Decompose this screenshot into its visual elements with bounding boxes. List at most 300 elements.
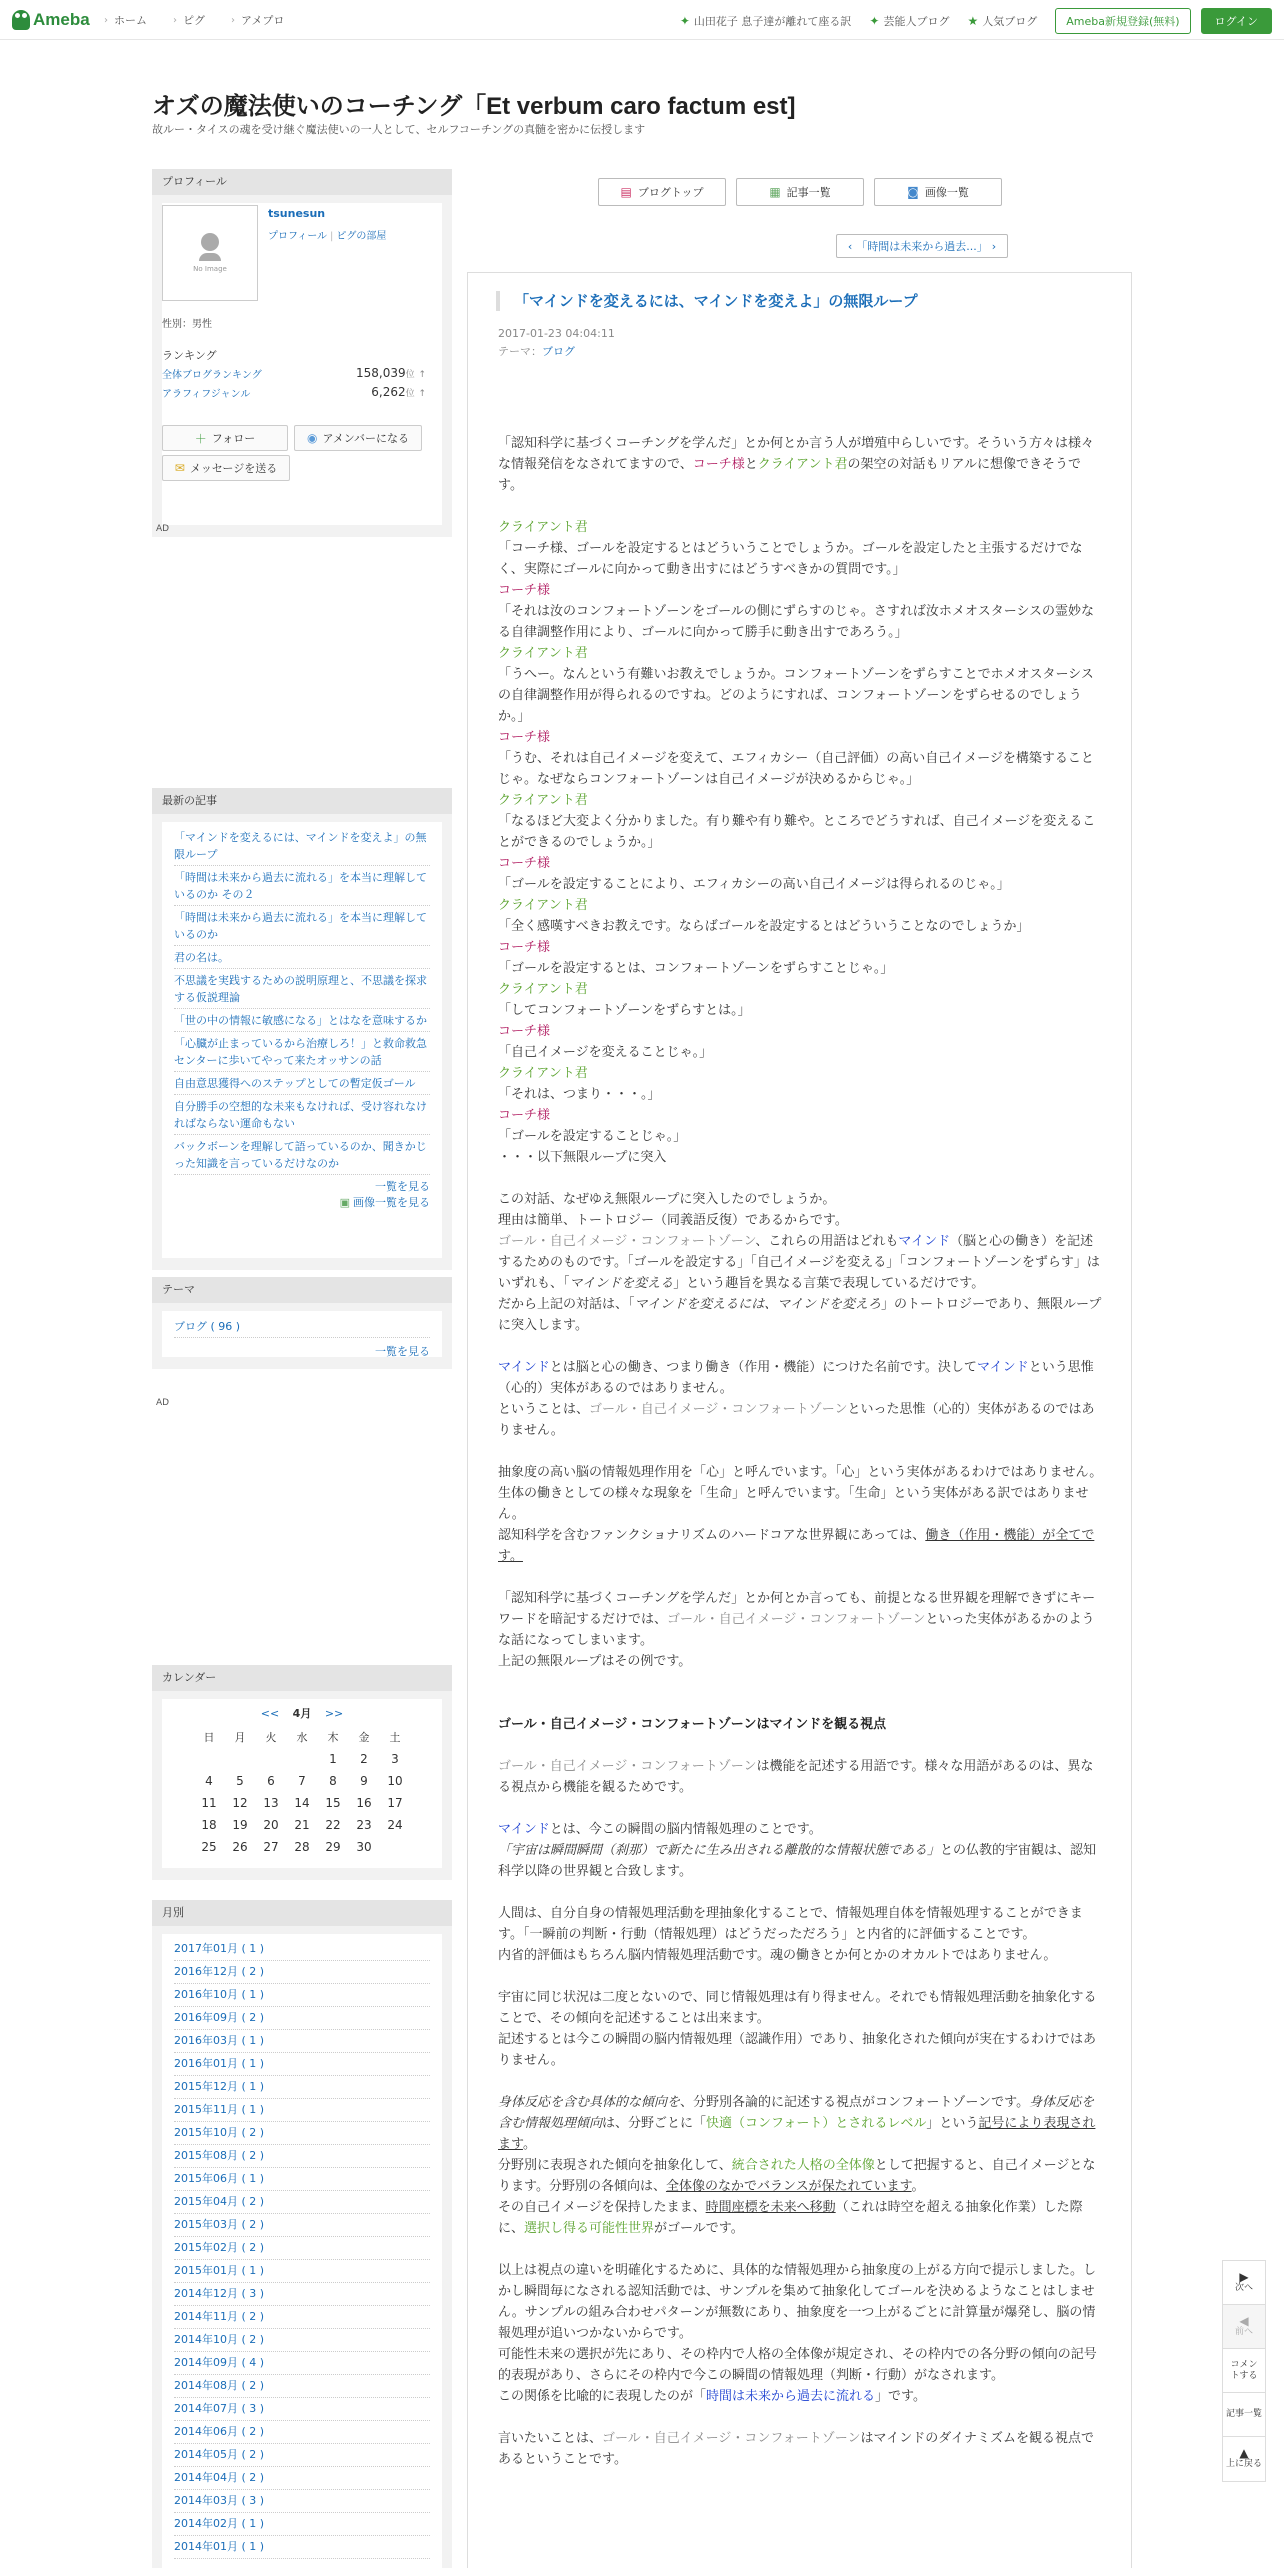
- text: 、分野別各論的に記述する視点がコンフォートゾーンです。: [680, 2095, 1030, 2110]
- calendar-day: 25: [201, 1840, 217, 1854]
- up-arrow-icon: ↑: [418, 370, 426, 380]
- recent-article-link[interactable]: 自由意思獲得へのステップとしての暫定仮ゴール: [174, 1072, 430, 1095]
- calendar-day: 9: [360, 1774, 368, 1788]
- prev-button[interactable]: [1223, 2305, 1265, 2349]
- rank-all-link[interactable]: 全体ブログランキング: [162, 370, 262, 381]
- calendar-day: 11: [201, 1796, 217, 1810]
- speaker-client: クライアント君: [498, 520, 588, 535]
- dialogue-line: ・・・以下無限ループに突入: [498, 1150, 667, 1165]
- text-italic: 身体反応を含む情報処理傾向: [498, 2095, 1095, 2131]
- recent-article-link[interactable]: 「時間は未来から過去に流れる」を本当に理解しているのか その２: [174, 866, 430, 906]
- monthly-link[interactable]: 2014年06月 ( 2 ): [174, 2421, 430, 2444]
- theme-link[interactable]: ブログ: [542, 345, 575, 358]
- envelope-icon: ✉: [174, 461, 185, 475]
- calendar-day: 26: [232, 1840, 248, 1854]
- calendar-day: 29: [325, 1840, 341, 1854]
- weekday: 月: [234, 1731, 246, 1744]
- monthly-link[interactable]: 2016年10月 ( 1 ): [174, 1984, 430, 2007]
- list-icon: ▦: [769, 185, 781, 199]
- article-theme: [498, 343, 575, 359]
- calendar-day: 15: [325, 1796, 341, 1810]
- text-italic: 身体反応を含む具体的な傾向を: [498, 2095, 681, 2110]
- monthly-link[interactable]: 2015年08月 ( 2 ): [174, 2145, 430, 2168]
- monthly-link[interactable]: 2014年10月 ( 2 ): [174, 2329, 430, 2352]
- speaker-client: クライアント君: [498, 898, 588, 913]
- paragraph: [498, 2386, 1103, 2407]
- dialogue-line: 「ゴールを設定することじゃ。」: [498, 1129, 687, 1144]
- nav-pigg-label: ピグ: [183, 14, 205, 27]
- monthly-link[interactable]: 2015年11月 ( 1 ): [174, 2099, 430, 2122]
- calendar-day: 22: [325, 1818, 341, 1832]
- text: という思惟（心的）実体があるのではありません。: [498, 1360, 1094, 1396]
- text: その自己イメージを保持したまま、: [498, 2200, 706, 2215]
- article-title[interactable]: 「マインドを変えるには、マインドを変えよ」の無限ループ: [496, 291, 918, 311]
- global-header: [0, 0, 1284, 40]
- term-green: 選択し得る可能性世界: [524, 2221, 655, 2236]
- term-gray: ゴール・自己イメージ・コンフォートゾーン: [667, 1612, 926, 1627]
- paragraph: 抽象度の高い脳の情報処理作用を「心」と呼んでいます。「心」という実体があるわけではありません。: [498, 1465, 1103, 1480]
- chevron-right-icon: ›: [173, 14, 177, 26]
- calendar-day: 1: [329, 1752, 337, 1766]
- calendar-day: [256, 1748, 287, 1770]
- paragraph: [498, 1231, 1103, 1294]
- term-mind: マインド: [898, 1234, 951, 1249]
- article: [467, 272, 1132, 2568]
- dialogue-line: 「うむ、それは自己イメージを変えて、エフィカシー（自己評価）の高い自己イメージを構築することじゃ。なぜならコンフォートゾーンは自己イメージが決めるからじゃ。」: [498, 751, 1094, 787]
- floating-nav: [1222, 2260, 1266, 2482]
- monthly-link[interactable]: 2014年09月 ( 4 ): [174, 2352, 430, 2375]
- chevron-right-icon: ›: [991, 239, 997, 253]
- text: ということは、: [498, 1402, 590, 1417]
- text: はマインドのダイナミズムを観る視点であるということです。: [498, 2431, 1094, 2467]
- image-list-label: 画像一覧: [924, 186, 969, 199]
- theme-heading: テーマ: [152, 1277, 452, 1303]
- monthly-link[interactable]: 2015年04月 ( 2 ): [174, 2191, 430, 2214]
- images-more-link[interactable]: [174, 1195, 430, 1211]
- celebrity-blog-link[interactable]: [869, 13, 949, 29]
- calendar-day: 12: [232, 1796, 248, 1810]
- term-gray: ゴール・自己イメージ・コンフォートゾーン: [498, 1759, 757, 1774]
- term-green: 快適（コンフォート）とされるレベル: [706, 2116, 927, 2131]
- article-list-float-label: 記事一覧: [1225, 2409, 1262, 2419]
- top-label: 上に戻る: [1225, 2459, 1262, 2469]
- recent-heading: 最新の記事: [152, 788, 452, 814]
- monthly-heading: 月別: [152, 1900, 452, 1926]
- recent-article-link[interactable]: 不思議を実践するための説明原理と、不思議を探求する仮説理論: [174, 969, 430, 1009]
- calendar-day: [380, 1836, 411, 1858]
- calendar-day: 17: [387, 1796, 403, 1810]
- text: だから上記の対話は、「: [498, 1297, 635, 1312]
- monthly-link[interactable]: 2014年12月 ( 3 ): [174, 2283, 430, 2306]
- monthly-link[interactable]: 2014年02月 ( 1 ): [174, 2513, 430, 2536]
- header-right: [680, 8, 1272, 34]
- term-mind: マインド: [976, 1360, 1029, 1375]
- calendar-day: 24: [387, 1818, 403, 1832]
- logo-text: Ameba: [33, 10, 90, 29]
- monthly-link[interactable]: 2016年09月 ( 2 ): [174, 2007, 430, 2030]
- text: とは脳と心の働き、つまり働き（作用・機能）につけた名前です。決して: [549, 1360, 977, 1375]
- speaker-coach: コーチ様: [498, 856, 551, 871]
- calendar-day: [287, 1748, 318, 1770]
- text-italic: 「宇宙は瞬間瞬間（刹那）で新たに生み出される離散的な情報状態である」: [498, 1843, 941, 1858]
- paragraph: [498, 1840, 1103, 1882]
- term-gray: ゴール・自己イメージ・コンフォートゾーン: [602, 2431, 861, 2446]
- images-more-label: 画像一覧を見る: [353, 1196, 430, 1209]
- recent-article-link[interactable]: 「マインドを変えるには、マインドを変えよ」の無限ループ: [174, 826, 430, 866]
- calendar-day: 13: [263, 1796, 279, 1810]
- text: の架空の対話もリアルに想像できそうです。: [498, 457, 1081, 493]
- dialogue-line: 「なるほど大変よく分かりました。有り難や有り難や。ところでどうすれば、自己イメージを変えることができるのでしょうか。」: [498, 814, 1096, 850]
- next-label: 次へ: [1234, 2282, 1253, 2293]
- recent-article-link[interactable]: 「時間は未来から過去に流れる」を本当に理解しているのか: [174, 906, 430, 946]
- text: 分野別に表現された傾向を抽象化して、: [498, 2158, 732, 2173]
- speaker-client: クライアント君: [498, 982, 588, 997]
- recent-article-link[interactable]: 「心臓が止まっているから治療しろ！」と救命救急センターに歩いてやって来たオッサンの話: [174, 1032, 430, 1072]
- text-underline: 働き（作用・機能）が全てです。: [498, 1528, 1095, 1564]
- plus-icon: ＋: [194, 431, 207, 446]
- recent-article-link[interactable]: バックボーンを理解して語っているのか、聞きかじった知識を言っているだけなのか: [174, 1135, 430, 1175]
- calendar-prev[interactable]: <<: [260, 1707, 280, 1720]
- avatar-head-icon: [201, 233, 219, 251]
- calendar-day: 7: [298, 1774, 306, 1788]
- text-italic: マインドを変えるには、マインドを変えろ: [634, 1297, 881, 1312]
- calendar-day: [194, 1748, 225, 1770]
- text: （これは時空を超える抽象化作業）した際に、: [498, 2200, 1083, 2236]
- message-button[interactable]: [162, 455, 290, 481]
- paragraph: [498, 1294, 1103, 1336]
- recent-more-link[interactable]: 一覧を見る: [375, 1180, 430, 1193]
- login-button[interactable]: ログイン: [1201, 8, 1272, 34]
- amember-label: アメンバーになる: [322, 432, 410, 445]
- monthly-link[interactable]: 2016年03月 ( 1 ): [174, 2030, 430, 2053]
- text: 」のトートロジーであり、無限ループに突入します。: [498, 1297, 1102, 1333]
- ad-label: AD: [156, 1398, 170, 1408]
- nav-home[interactable]: [104, 12, 147, 28]
- monthly-link[interactable]: 2015年02月 ( 2 ): [174, 2237, 430, 2260]
- paragraph: [498, 2092, 1103, 2155]
- blog-title[interactable]: オズの魔法使いのコーチング「Et verbum caro factum est]: [152, 93, 796, 120]
- paragraph: [498, 2155, 1103, 2197]
- monthly-link[interactable]: 2015年01月 ( 1 ): [174, 2260, 430, 2283]
- speaker-coach: コーチ様: [498, 940, 551, 955]
- image-icon: ▣: [339, 1196, 350, 1209]
- paragraph: 理由は簡単、トートロジー（同義語反復）であるからです。: [498, 1213, 848, 1228]
- paragraph: [498, 433, 1103, 496]
- recent-article-link[interactable]: 自分勝手の空想的な未来もなければ、受け容れなければならない運命もない: [174, 1095, 430, 1135]
- term-mind: マインド: [498, 1360, 550, 1375]
- recent-article-link[interactable]: 「世の中の情報に敏感になる」とはなを意味するか: [174, 1009, 430, 1032]
- chevron-left-icon: ‹: [847, 239, 853, 253]
- blog-description: 故ルー・タイスの魂を受け継ぐ魔法使いの一人として、セルフコーチングの真髄を密かに伝授します: [152, 123, 646, 136]
- text: 。: [522, 2137, 536, 2152]
- monthly-link[interactable]: 2015年12月 ( 1 ): [174, 2076, 430, 2099]
- back-to-top-button[interactable]: [1223, 2437, 1265, 2481]
- next-button[interactable]: [1223, 2261, 1265, 2305]
- image-list-button[interactable]: [874, 178, 1002, 206]
- monthly-link[interactable]: 2016年01月 ( 1 ): [174, 2053, 430, 2076]
- speaker-coach: コーチ様: [498, 583, 551, 598]
- celebrity-blog-label: 芸能人ブログ: [883, 15, 950, 28]
- weekday: 金: [358, 1731, 370, 1744]
- text: との仏教的宇宙観は、認知科学以降の世界観と合致します。: [498, 1843, 1097, 1879]
- text: 」という趣旨を異なる言葉で表現しているだけです。: [673, 1276, 985, 1291]
- paragraph: [498, 1756, 1103, 1798]
- up-arrow-icon: ↑: [418, 389, 426, 399]
- term-green: 統合された人格の全体像: [731, 2158, 875, 2173]
- rank-unit: 位: [405, 389, 415, 399]
- leaf-icon: ✦: [869, 14, 880, 28]
- calendar-day: 8: [329, 1774, 337, 1788]
- monthly-link[interactable]: 2014年03月 ( 3 ): [174, 2490, 430, 2513]
- monthly-link[interactable]: 2016年12月 ( 2 ): [174, 1961, 430, 1984]
- rank-unit: 位: [405, 370, 415, 380]
- avatar-body-icon: [199, 253, 221, 261]
- paragraph: [498, 2197, 1103, 2239]
- text: として把握すると、自己イメージとなります。分野別の各傾向は、: [498, 2158, 1096, 2194]
- follow-button[interactable]: [162, 425, 288, 451]
- nav-pigg[interactable]: [173, 12, 205, 28]
- text-underline: 全体像のなかでバランスが保たれています: [665, 2179, 912, 2194]
- star-icon: ★: [967, 14, 979, 28]
- leaf-icon: ✦: [679, 14, 690, 28]
- term-mind: マインド: [498, 1822, 550, 1837]
- weekday: 木: [327, 1731, 339, 1744]
- ranking-heading: ランキング: [162, 349, 217, 362]
- text: （脳と心の働き）を記述するためのものです。「ゴールを設定する」「自己イメージを変える」「コンフォートゾーンをずらす」はいずれも、「: [498, 1234, 1100, 1291]
- register-button[interactable]: Ameba新規登録(無料): [1055, 8, 1190, 34]
- rank-all-row: [162, 366, 426, 381]
- play-icon: ▶: [1239, 2269, 1249, 2284]
- calendar-day: 3: [391, 1752, 399, 1766]
- rank-genre-row: [162, 385, 426, 400]
- article-date: 2017-01-23 04:04:11: [498, 327, 615, 340]
- blog-top-button[interactable]: [598, 178, 726, 206]
- calendar-day: 14: [294, 1796, 310, 1810]
- dialogue-line: 「自己イメージを変えることじゃ。」: [498, 1045, 713, 1060]
- speaker-client: クライアント君: [498, 646, 588, 661]
- paragraph: [498, 1357, 1103, 1399]
- profile-widget: [152, 169, 452, 537]
- calendar-widget: [152, 1665, 452, 1880]
- monthly-link[interactable]: 2014年11月 ( 2 ): [174, 2306, 430, 2329]
- monthly-link[interactable]: 2014年04月 ( 2 ): [174, 2467, 430, 2490]
- calendar-day: 4: [205, 1774, 213, 1788]
- ad-label: AD: [156, 524, 170, 534]
- calendar-month: 4月: [292, 1707, 312, 1720]
- prev-article-label: 「時間は未来から過去...」: [856, 240, 988, 253]
- profile-name[interactable]: tsunesun: [268, 207, 326, 220]
- text: と: [744, 457, 758, 472]
- text: といった実体があるかのような話になってしまいます。: [498, 1612, 1095, 1648]
- calendar-day: 30: [356, 1840, 372, 1854]
- monthly-archive-widget: [152, 1900, 452, 2568]
- calendar-day: 27: [263, 1840, 279, 1854]
- calendar-table: [194, 1726, 411, 1858]
- profile-sex: 性別：男性: [162, 319, 212, 330]
- text: は機能を記述する用語です。様々な用語があるのは、異なる視点から機能を観るためです。: [498, 1759, 1094, 1795]
- dialogue-line: 「してコンフォートゾーンをずらすとは。」: [498, 1003, 751, 1018]
- calendar-day: 2: [360, 1752, 368, 1766]
- text: 言いたいことは、: [498, 2431, 603, 2446]
- profile-link[interactable]: プロフィール: [268, 231, 327, 242]
- profile-image[interactable]: [162, 205, 258, 301]
- theme-widget: [152, 1277, 452, 1369]
- speaker-client: クライアント君: [498, 793, 588, 808]
- chevron-right-icon: ›: [104, 14, 108, 26]
- topic-link-label: 山田花子 息子達が離れて座る訳: [693, 15, 852, 28]
- rank-genre-value: 6,262: [371, 385, 406, 399]
- global-nav: [104, 12, 310, 28]
- text: とは、今この瞬間の脳内情報処理のことです。: [549, 1822, 822, 1837]
- monthly-link[interactable]: 2015年06月 ( 1 ): [174, 2168, 430, 2191]
- paragraph: 以上は視点の違いを明確化するために、具体的な情報処理から抽象度の上がる方向で提示しました。しかし瞬間毎になされる認知活動では、サンプルを集めて抽象化してゴールを決めるようなことはしません。サンプルの組み合わせパターンが無数にあり、抽象度を一つ上がるごとに計算量が爆発し、脳の情報処理が追いつかないからです。: [498, 2263, 1097, 2341]
- ameba-logo[interactable]: [12, 9, 90, 31]
- paragraph: 生体の働きとしての様々な現象を「生命」と呼んでいます。「生命」という実体がある訳ではありません。: [498, 1486, 1089, 1522]
- monthly-link[interactable]: 2015年10月 ( 2 ): [174, 2122, 430, 2145]
- monthly-link[interactable]: 2015年03月 ( 2 ): [174, 2214, 430, 2237]
- pigg-room-link[interactable]: ピグの部屋: [336, 231, 387, 242]
- text: 「認知科学に基づくコーチングを学んだ」とか何とか言う人が増殖中らしいです。そういう方々は様々な情報発信をなされてますので、: [498, 436, 1095, 472]
- calendar-day: 5: [236, 1774, 244, 1788]
- up-arrow-icon: ▲: [1239, 2446, 1249, 2460]
- dialogue-line: 「全く感嘆すべきお教えです。ならばゴールを設定するとはどういうことなのでしょうか」: [498, 919, 1030, 934]
- text: は、分野ごとに「: [602, 2116, 707, 2131]
- rank-genre-link[interactable]: アラフィフジャンル: [162, 389, 251, 400]
- calendar-day: 16: [356, 1796, 372, 1810]
- back-icon: ◀: [1239, 2313, 1249, 2328]
- monthly-link[interactable]: 2014年07月 ( 3 ): [174, 2398, 430, 2421]
- camera-icon: ◙: [907, 185, 919, 199]
- article-body: [498, 433, 1103, 2470]
- text: 「認知科学に基づくコーチングを学んだ」とか何とか言っても、前提となる世界観を理解できずにキーワードを暗記するだけでは、: [498, 1591, 1096, 1627]
- theme-label: テーマ：: [498, 345, 542, 358]
- paragraph: 上記の無限ループはその例です。: [498, 1654, 692, 1669]
- dialogue-line: 「ゴールを設定するとは、コンフォートゾーンをずらすことじゃ。」: [498, 961, 894, 976]
- nav-amepro-label: アメプロ: [241, 14, 285, 27]
- prev-article-button[interactable]: [836, 234, 1008, 258]
- dialogue-line: 「コーチ様、ゴールを設定するとはどういうことでしょうか。ゴールを設定したと主張するだけでなく、実際にゴールに向かって動き出すにはどうすべきかの質問です。」: [498, 541, 1083, 577]
- calendar-day: 19: [232, 1818, 248, 1832]
- text-underline: 時間座標を未来へ移動: [705, 2200, 836, 2215]
- weekday: 火: [265, 1731, 277, 1744]
- term-gray: ゴール・自己イメージ・コンフォートゾーン: [589, 1402, 848, 1417]
- monthly-link[interactable]: 2014年08月 ( 2 ): [174, 2375, 430, 2398]
- article-link[interactable]: 時間は未来から過去に流れる: [706, 2389, 876, 2404]
- dialogue-line: 「それは、つまり・・・。」: [498, 1087, 661, 1102]
- paragraph: [498, 2428, 1103, 2470]
- speaker-coach: コーチ様: [498, 1108, 551, 1123]
- text-italic: マインドを変える: [569, 1276, 674, 1291]
- monthly-link[interactable]: 2014年01月 ( 1 ): [174, 2536, 430, 2559]
- article-list-button[interactable]: [736, 178, 864, 206]
- amember-button[interactable]: [294, 425, 422, 451]
- calendar-day: 10: [387, 1774, 403, 1788]
- paragraph: 可能性未来の選択が先にあり、その枠内で人格の全体像が規定され、その枠内での各分野の傾向の記号的表現があり、さらにその枠内で今この瞬間の情報処理（判断・行動）がなされます。: [498, 2347, 1097, 2383]
- paragraph: [498, 1588, 1103, 1651]
- calendar-day: 18: [201, 1818, 217, 1832]
- theme-more-link[interactable]: 一覧を見る: [375, 1345, 430, 1358]
- section-heading: ゴール・自己イメージ・コンフォートゾーンはマインドを観る視点: [498, 1717, 887, 1732]
- speaker-coach: コーチ様: [498, 730, 551, 745]
- text: 」です。: [875, 2389, 926, 2404]
- calendar-day: 23: [356, 1818, 372, 1832]
- theme-link[interactable]: ブログ ( 96 ): [174, 1315, 430, 1338]
- text: この関係を比喩的に表現したのが「: [498, 2389, 707, 2404]
- rank-all-value: 158,039: [355, 366, 406, 380]
- speaker-client: クライアント君: [498, 1066, 588, 1081]
- text: 」という: [926, 2116, 979, 2131]
- calendar-header: [174, 1705, 430, 1721]
- calendar-day: 21: [294, 1818, 310, 1832]
- monthly-link[interactable]: 2014年05月 ( 2 ): [174, 2444, 430, 2467]
- dialogue-line: 「うへー。なんという有難いお教えでしょうか。コンフォートゾーンをずらすことでホメオスターシスの自律調整作用が得られるのですね。どのようにすれば、コンフォートゾーンをずらせるのでしょうか。」: [498, 667, 1094, 724]
- comment-label: コメントする: [1230, 2359, 1258, 2381]
- paragraph: 記述するとは今この瞬間の脳内情報処理（認識作用）であり、抽象化された傾向が実在するわけではありません。: [498, 2032, 1097, 2068]
- weekday: 土: [389, 1731, 401, 1744]
- frog-logo-icon: [12, 10, 30, 30]
- follow-label: フォロー: [211, 432, 256, 445]
- text: 認知科学を含むファンクショナリズムのハードコアな世界観にあっては、: [498, 1528, 926, 1543]
- text: がゴールです。: [654, 2221, 744, 2236]
- weekday: 水: [296, 1731, 308, 1744]
- topic-link[interactable]: [680, 13, 852, 29]
- paragraph: 人間は、自分自身の情報処理活動を理抽象化することで、情報処理自体を情報処理することができます。「一瞬前の判断・行動（情報処理）はどうだっただろう」と内省的に評価することです。: [498, 1906, 1083, 1942]
- no-image-label: No Image: [193, 265, 227, 273]
- profile-links: [268, 227, 386, 242]
- popular-blog-label: 人気ブログ: [982, 15, 1038, 28]
- calendar-day: 20: [263, 1818, 279, 1832]
- text: といった思惟（心的）実体があるのではありません。: [498, 1402, 1095, 1438]
- comment-button[interactable]: [1223, 2349, 1265, 2393]
- client-label: クライアント君: [757, 457, 848, 472]
- prev-label: 前へ: [1234, 2326, 1253, 2337]
- link-separator: |: [330, 231, 334, 242]
- nav-amepro[interactable]: [231, 12, 284, 28]
- text: 、これらの用語はどれも: [755, 1234, 899, 1249]
- popular-blog-link[interactable]: [967, 13, 1037, 29]
- dialogue-line: 「それは汝のコンフォートゾーンをゴールの側にずらすのじゃ。さすれば汝ホメオスターシスの霊妙なる自律調整作用により、ゴールに向かって勝手に動き出すであろう。」: [498, 604, 1095, 640]
- message-label: メッセージを送る: [189, 462, 278, 475]
- calendar-day: 6: [267, 1774, 275, 1788]
- profile-heading: プロフィール: [152, 169, 452, 195]
- coach-label: コーチ様: [692, 457, 745, 472]
- monthly-link[interactable]: 2017年01月 ( 1 ): [174, 1938, 430, 1961]
- nav-home-label: ホーム: [114, 14, 147, 27]
- paragraph: [498, 1819, 1103, 1840]
- paragraph: 内省的評価はもちろん脳内情報処理活動です。魂の働きとか何とかのオカルトではありません。: [498, 1948, 1057, 1963]
- paragraph: この対話、なぜゆえ無限ループに突入したのでしょうか。: [498, 1192, 836, 1207]
- calendar-next[interactable]: >>: [324, 1707, 344, 1720]
- weekday: 日: [203, 1731, 215, 1744]
- chevron-right-icon: ›: [231, 14, 235, 26]
- calendar-day: 28: [294, 1840, 310, 1854]
- text: 。: [911, 2179, 925, 2194]
- amember-icon: ◉: [306, 431, 318, 445]
- recent-articles-widget: [152, 788, 452, 1270]
- term-gray: ゴール・自己イメージ・コンフォートゾーン: [498, 1234, 756, 1249]
- paragraph: [498, 1399, 1103, 1441]
- article-list-float-button[interactable]: [1223, 2393, 1265, 2437]
- text-underline: 記号により表現されます: [498, 2116, 1096, 2152]
- calendar-heading: カレンダー: [152, 1665, 452, 1691]
- paragraph: 宇宙に同じ状況は二度とないので、同じ情報処理は有り得ません。それでも情報処理活動を抽象化することで、その傾向を記述することは出来ます。: [498, 1990, 1097, 2026]
- calendar-day: [225, 1748, 256, 1770]
- paragraph: [498, 1525, 1103, 1567]
- article-list-label: 記事一覧: [786, 186, 831, 199]
- blog-top-label: ブログトップ: [637, 186, 704, 199]
- dialogue-line: 「ゴールを設定することにより、エフィカシーの高い自己イメージは得られるのじゃ。」: [498, 877, 1010, 892]
- recent-article-link[interactable]: 君の名は。: [174, 946, 430, 969]
